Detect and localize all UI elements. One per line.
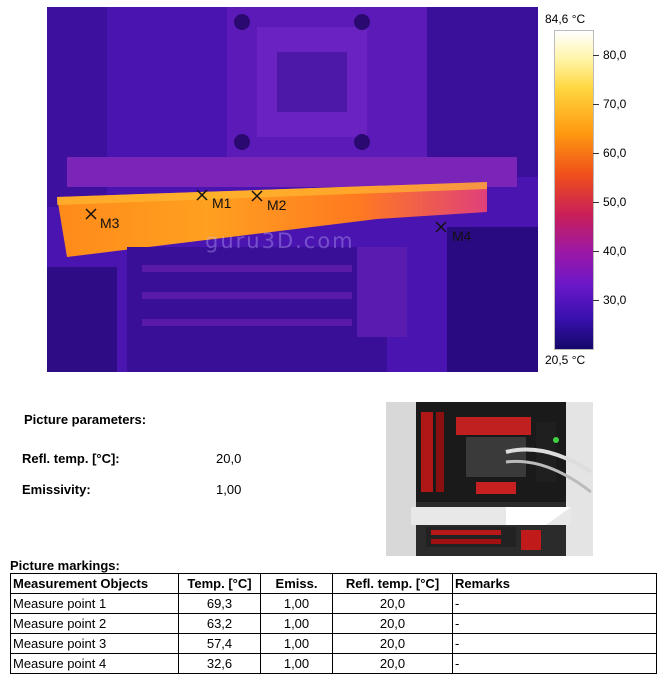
row-temp: 32,6 [178, 653, 260, 674]
scale-tick-label: 70,0 [603, 97, 627, 111]
scale-tick-label: 80,0 [603, 48, 627, 62]
thermal-scene [47, 7, 538, 372]
visual-photo [386, 402, 593, 556]
markings-title: Picture markings: [10, 558, 120, 573]
scale-tick [593, 55, 599, 56]
table-row [10, 653, 657, 674]
scale-min-label: 20,5 °C [545, 353, 586, 367]
table-row [10, 633, 657, 653]
scale-tick-label: 50,0 [603, 195, 627, 209]
row-refl: 20,0 [332, 593, 452, 613]
scale-tick [593, 153, 599, 154]
scale-tick [593, 202, 599, 203]
header-emiss: Emiss. [260, 573, 332, 593]
refl-temp-label: Refl. temp. [°C]: [22, 451, 120, 466]
photo-scene [386, 402, 593, 556]
marker-m1-label: M1 [212, 195, 232, 211]
refl-temp-value: 20,0 [216, 451, 242, 466]
row-emiss: 1,00 [260, 593, 332, 613]
marker-m3-label: M3 [100, 215, 120, 231]
emissivity-label: Emissivity: [22, 482, 91, 497]
scale-tick-label: 30,0 [603, 293, 627, 307]
header-temp: Temp. [°C] [178, 573, 260, 593]
row-object: Measure point 1 [10, 593, 178, 613]
row-refl: 20,0 [332, 633, 452, 653]
marker-m2-label: M2 [267, 197, 287, 213]
row-remarks: - [452, 633, 657, 653]
table-row [10, 593, 657, 613]
row-temp: 57,4 [178, 633, 260, 653]
table-row [10, 613, 657, 633]
thermal-image [47, 7, 538, 372]
row-emiss: 1,00 [260, 653, 332, 674]
scale-max-label: 84,6 °C [545, 12, 586, 26]
scale-tick-label: 40,0 [603, 244, 627, 258]
header-refl: Refl. temp. [°C] [332, 573, 452, 593]
header-remarks: Remarks [452, 573, 657, 593]
measurements-table [10, 573, 657, 674]
row-remarks: - [452, 593, 657, 613]
header-objects: Measurement Objects [10, 573, 178, 593]
row-remarks: - [452, 653, 657, 674]
scale-tick-label: 60,0 [603, 146, 627, 160]
row-emiss: 1,00 [260, 633, 332, 653]
emissivity-value: 1,00 [216, 482, 242, 497]
marker-m4-label: M4 [452, 228, 472, 244]
watermark: guru3D.com [205, 229, 355, 253]
row-object: Measure point 2 [10, 613, 178, 633]
table-header-row [10, 573, 657, 593]
row-emiss: 1,00 [260, 613, 332, 633]
row-refl: 20,0 [332, 653, 452, 674]
row-temp: 63,2 [178, 613, 260, 633]
row-object: Measure point 4 [10, 653, 178, 674]
row-temp: 69,3 [178, 593, 260, 613]
row-refl: 20,0 [332, 613, 452, 633]
parameters-title: Picture parameters: [24, 412, 147, 427]
scale-tick [593, 300, 599, 301]
scale-tick [593, 251, 599, 252]
color-scale-bar [554, 30, 594, 350]
row-object: Measure point 3 [10, 633, 178, 653]
scale-tick [593, 104, 599, 105]
row-remarks: - [452, 613, 657, 633]
